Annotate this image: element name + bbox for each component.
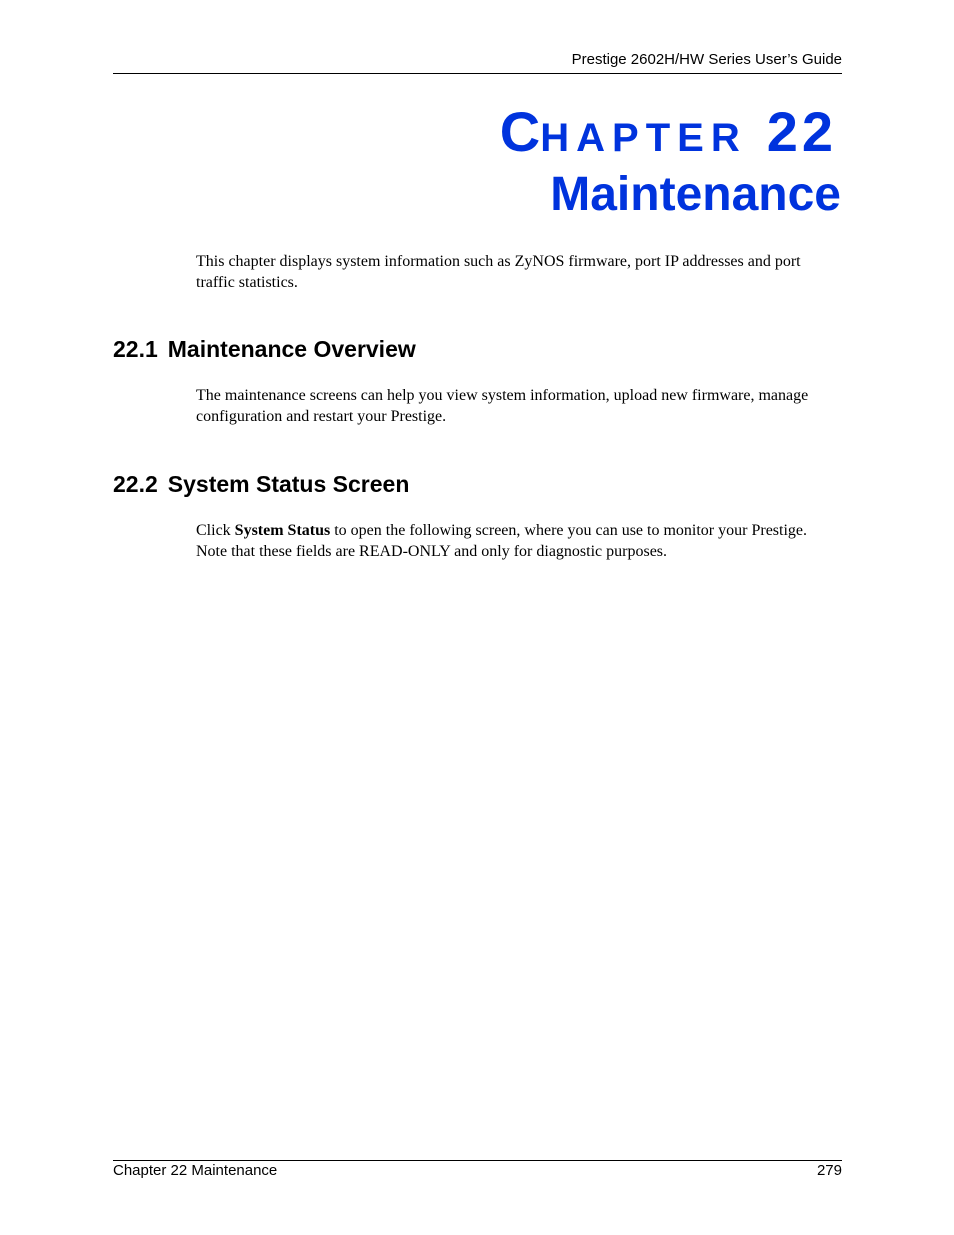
chapter-label-initial: C [499,100,541,163]
chapter-title: Maintenance [550,168,841,221]
chapter-number: 22 [766,100,837,163]
overview-paragraph: The maintenance screens can help you view system information, upload new firmware, manage configuration and restart your Prestige. [196,387,809,425]
footer-rule [113,1160,842,1161]
section-title: System Status Screen [167,471,410,497]
section-heading-system-status [113,470,842,498]
section-title: Maintenance Overview [167,336,416,362]
header-rule [113,73,842,74]
section-number: 22.1 [113,336,158,362]
ui-reference-system-status: System Status [234,522,331,539]
paragraph-text-start: Click [196,522,235,539]
paragraph-text-end: to open the following screen, where you can use to monitor your Prestige. Note that these fields are READ-ONLY and only for diagnostic purposes. [196,522,808,560]
footer-chapter-title: Chapter 22 Maintenance [113,1162,278,1179]
section-heading-overview [113,335,842,363]
chapter-label-rest: HAPTER [540,116,747,160]
intro-paragraph: This chapter displays system information such as ZyNOS firmware, port IP addresses and port traffic statistics. [196,253,801,291]
system-status-paragraph [196,520,842,562]
page-number: 279 [816,1162,842,1179]
section-number: 22.2 [113,471,158,497]
running-header: Prestige 2602H/HW Series User’s Guide [571,51,842,68]
